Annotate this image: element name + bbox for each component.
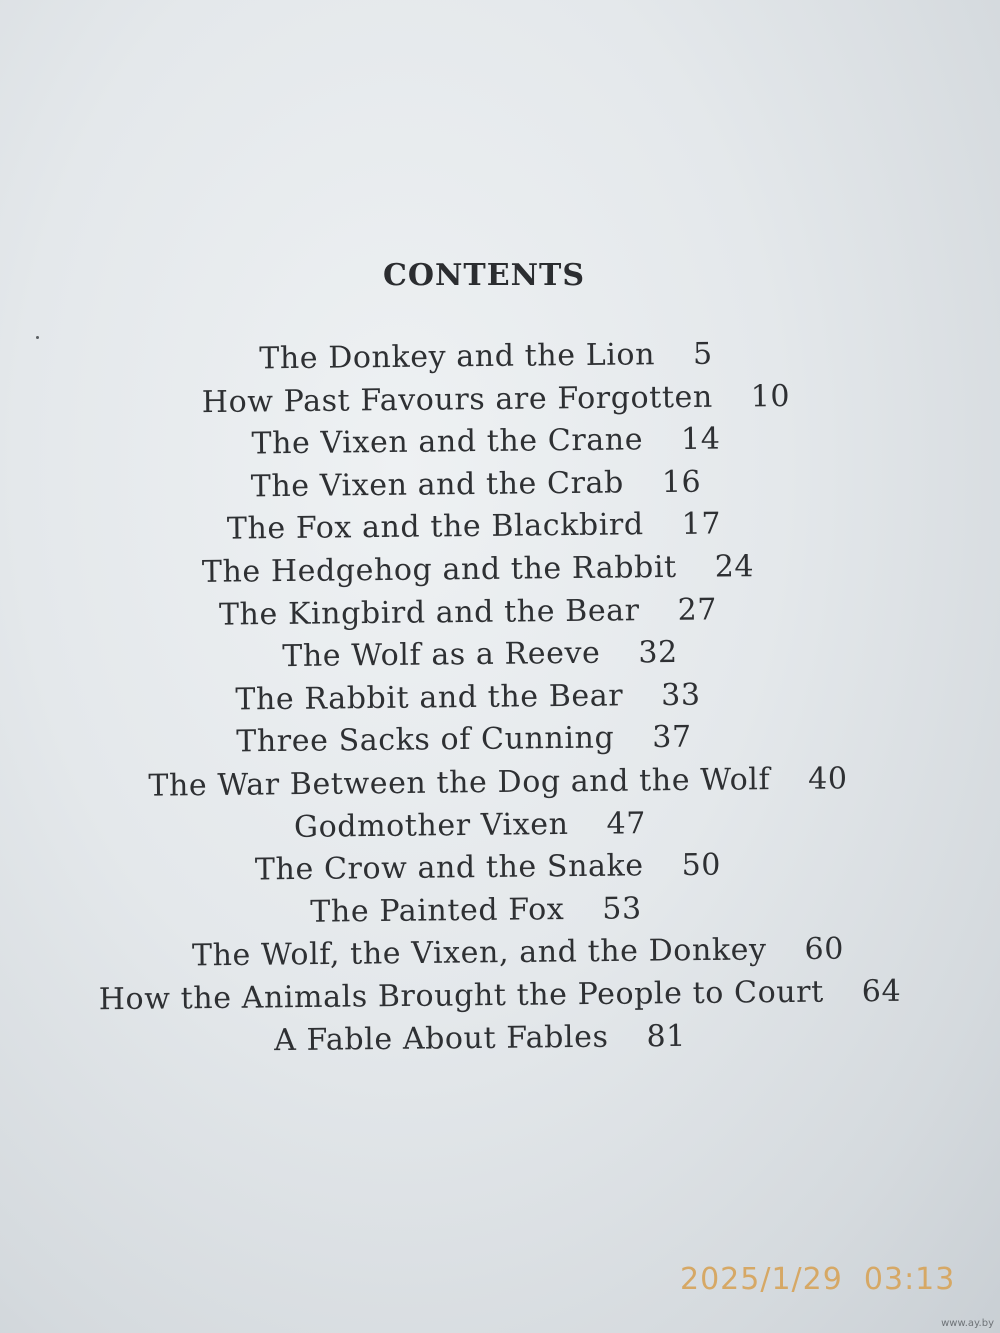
entry-page-number: 60 (804, 931, 845, 968)
entry-page-number: 50 (681, 847, 722, 884)
contents-list (0, 336, 1000, 1060)
entry-title: The Hedgehog and the Rabbit (201, 549, 677, 590)
entry-title: Three Sacks of Cunning (236, 720, 615, 760)
photo-timestamp: 2025/1/29 03:13 (680, 1262, 956, 1297)
entry-title: The War Between the Dog and the Wolf (148, 762, 771, 804)
entry-title: How the Animals Brought the People to Court (98, 974, 824, 1018)
entry-page-number: 64 (861, 973, 902, 1010)
entry-title: The Vixen and the Crab (250, 465, 625, 505)
entry-title: The Donkey and the Lion (259, 337, 656, 377)
entry-page-number: 16 (661, 464, 702, 500)
entry-page-number: 81 (646, 1018, 687, 1054)
entry-page-number: 40 (808, 761, 848, 797)
entry-page-number: 17 (681, 506, 722, 543)
entry-title: The Kingbird and the Bear (218, 592, 640, 633)
entry-page-number: 5 (692, 336, 713, 372)
entry-page-number: 53 (602, 890, 642, 927)
entry-title: The Vixen and the Crane (251, 422, 644, 462)
entry-page-number: 37 (652, 719, 692, 756)
entry-title: A Fable About Fables (273, 1019, 609, 1058)
entry-title: The Crow and the Snake (254, 848, 644, 888)
entry-page-number: 10 (750, 378, 791, 414)
entry-title: The Wolf as a Reeve (282, 635, 601, 675)
entry-title: Godmother Vixen (293, 806, 569, 845)
entry-title: The Rabbit and the Bear (235, 678, 624, 718)
entry-title: The Painted Fox (310, 891, 565, 930)
entry-page-number: 24 (714, 549, 755, 585)
contents-heading: CONTENTS (382, 258, 586, 293)
entry-page-number: 47 (606, 805, 647, 842)
entry-page-number: 27 (677, 591, 718, 628)
entry-page-number: 33 (661, 677, 701, 713)
site-watermark: www.ay.by (941, 1318, 994, 1329)
entry-title: How Past Favours are Forgotten (201, 379, 713, 420)
entry-page-number: 32 (638, 635, 678, 671)
entry-title: The Wolf, the Vixen, and the Donkey (191, 932, 767, 974)
entry-title: The Fox and the Blackbird (226, 507, 644, 547)
entry-page-number: 14 (680, 421, 721, 458)
